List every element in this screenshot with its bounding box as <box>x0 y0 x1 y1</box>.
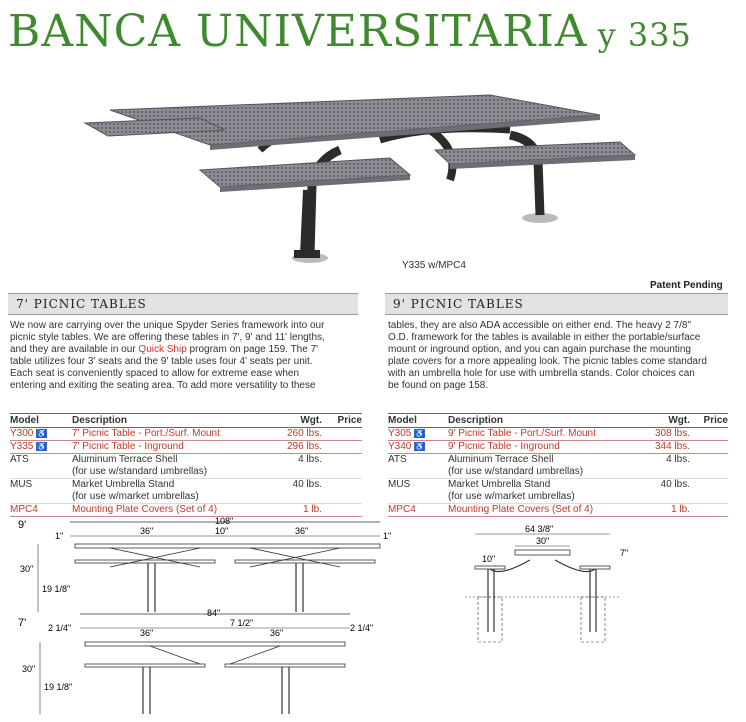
dim-end-left-7ft: 2 1/4" <box>48 623 72 633</box>
table-row <box>10 454 362 479</box>
dim-end-left-9ft: 1" <box>55 531 64 541</box>
dim-overall-7ft: 84" <box>207 608 221 618</box>
section-header-7ft <box>8 293 358 315</box>
row-weight: 4 lbs. <box>262 454 322 479</box>
row-weight: 296 lbs. <box>262 441 322 454</box>
table-row <box>388 441 728 454</box>
dim-overall-width: 64 3/8" <box>525 524 554 534</box>
row-weight: 344 lbs. <box>638 441 690 454</box>
row-description: Aluminum Terrace Shell <box>448 454 554 465</box>
table-row <box>388 479 728 504</box>
left-para-line <box>10 344 370 356</box>
wheelchair-icon: ♿ <box>36 428 47 438</box>
right-para-line: mount or inground option, and you can again purchase the mounting <box>388 344 691 355</box>
col-weight: Wgt. <box>638 414 690 428</box>
row-description-note: (for use w/standard umbrellas) <box>448 466 584 477</box>
left-para-line: We now are carrying over the unique Spyder Series framework into our <box>10 320 325 331</box>
row-weight: 40 lbs. <box>262 479 322 504</box>
col-price: Price <box>690 414 728 428</box>
right-para-line: plate covers for a more appealing look. The picnic tables come standard <box>388 356 707 367</box>
row-price <box>322 479 362 504</box>
table-row <box>388 428 728 441</box>
patent-note: Patent Pending <box>650 280 723 291</box>
col-description: Description <box>448 414 638 428</box>
table-row <box>10 479 362 504</box>
left-para-line: picnic style tables. We are offering these tables in 7', 9' and 11' lengths, <box>10 332 325 343</box>
row-description: 7' Picnic Table - Inground <box>72 441 262 454</box>
photo-caption: Y335 w/MPC4 <box>402 260 466 271</box>
row-weight: 1 lb. <box>262 504 322 517</box>
diagram-end-view <box>440 522 640 652</box>
row-description-note: (for use w/market umbrellas) <box>448 491 575 502</box>
row-description: 9' Picnic Table - Inground <box>448 441 638 454</box>
dim-seat-left-7ft: 36" <box>140 628 154 638</box>
row-price <box>322 428 362 441</box>
quick-ship-link[interactable]: Quick Ship <box>138 344 187 355</box>
right-para-line: with an umbrella hole for use with umbrella stands. Color choices can <box>388 368 695 379</box>
text: and they are available in our <box>10 344 139 355</box>
right-para-line: be found on page 158. <box>388 380 489 391</box>
model-code: MPC4 <box>10 504 72 517</box>
row-description: 9' Picnic Table - Port./Surf. Mount <box>448 428 638 441</box>
diagram-9ft-elevation <box>0 512 400 617</box>
col-model: Model <box>388 414 448 428</box>
row-weight: 308 lbs. <box>638 428 690 441</box>
title-text: BANCA UNIVERSITARIA <box>8 6 588 57</box>
dim-seat-height-9ft: 19 1/8" <box>42 584 71 594</box>
wheelchair-icon: ♿ <box>414 441 425 451</box>
dim-end-right-7ft: 2 1/4" <box>350 623 374 633</box>
dim-height-9ft: 30" <box>20 564 34 574</box>
row-description-note: (for use w/market umbrellas) <box>72 491 199 502</box>
col-model: Model <box>10 414 72 428</box>
model-code: MUS <box>10 479 72 504</box>
table-row <box>388 454 728 479</box>
model-code: Y305 <box>388 428 412 439</box>
wheelchair-icon: ♿ <box>36 441 47 451</box>
page-title <box>8 6 692 57</box>
row-description: Aluminum Terrace Shell <box>72 454 178 465</box>
left-para-line: entering and exiting the seating area. To add more versatility to these <box>10 380 316 391</box>
row-price <box>322 441 362 454</box>
table-row <box>10 428 362 441</box>
model-code: MUS <box>388 479 448 504</box>
product-photo <box>80 90 640 270</box>
dim-top-height: 7" <box>620 548 629 558</box>
section-title-9ft: 9' PICNIC TABLES <box>393 297 524 311</box>
right-paragraph <box>388 320 738 392</box>
spec-table-9ft <box>388 413 728 517</box>
dim-seat-height-7ft: 19 1/8" <box>44 682 73 692</box>
dim-top-width: 30" <box>536 536 550 546</box>
dim-end-right-9ft: 1" <box>383 531 392 541</box>
col-weight: Wgt. <box>262 414 322 428</box>
row-weight: 260 lbs. <box>262 428 322 441</box>
model-code: Y300 <box>10 428 34 439</box>
row-description: Mounting Plate Covers (Set of 4) <box>448 504 638 517</box>
dim-overall-9ft: 108" <box>215 516 234 526</box>
model-code: MPC4 <box>388 504 448 517</box>
right-para-line: O.D. framework for the tables is available in either the portable/surface <box>388 332 701 343</box>
dim-height-7ft: 30" <box>22 664 36 674</box>
text: The 7' <box>290 344 319 355</box>
table-header-row <box>388 414 728 428</box>
table-row <box>388 504 728 517</box>
dim-gap-9ft: 10" <box>215 526 229 536</box>
left-paragraph <box>10 320 370 392</box>
row-weight: 4 lbs. <box>638 454 690 479</box>
model-code: Y335 <box>10 441 34 452</box>
diagram-7ft-elevation <box>0 606 400 716</box>
section-title-7ft: 7' PICNIC TABLES <box>16 297 147 311</box>
wheelchair-icon: ♿ <box>414 428 425 438</box>
right-para-line: tables, they are also ADA accessible on either end. The heavy 2 7/8" <box>388 320 691 331</box>
title-suffix: y 335 <box>597 16 692 54</box>
col-description: Description <box>72 414 262 428</box>
text: program on page 159. <box>186 344 288 355</box>
row-description: Market Umbrella Stand <box>448 479 551 490</box>
table-header-row <box>10 414 362 428</box>
model-code: ATS <box>10 454 72 479</box>
row-price <box>322 454 362 479</box>
left-para-line: table utilizes four 3' seats and the 9' table uses four 4' seats per unit. <box>10 356 313 367</box>
col-price: Price <box>322 414 362 428</box>
model-code: Y340 <box>388 441 412 452</box>
row-weight: 40 lbs. <box>638 479 690 504</box>
diagram-label-9ft: 9' <box>18 519 27 531</box>
row-price <box>690 441 728 454</box>
table-row <box>10 441 362 454</box>
row-description: Market Umbrella Stand <box>72 479 175 490</box>
row-description: Mounting Plate Covers (Set of 4) <box>72 504 262 517</box>
dim-seat-right-9ft: 36" <box>295 526 309 536</box>
dim-seat-right-7ft: 36" <box>270 628 284 638</box>
row-price <box>690 479 728 504</box>
row-price <box>690 428 728 441</box>
dim-gap-7ft: 7 1/2" <box>230 618 254 628</box>
section-header-9ft <box>385 293 728 315</box>
row-description: 7' Picnic Table - Port./Surf. Mount <box>72 428 262 441</box>
row-description-note: (for use w/standard umbrellas) <box>72 466 208 477</box>
left-para-line: Each seat is conveniently spaced to allow for extreme ease when <box>10 368 300 379</box>
dim-seat-left-9ft: 36" <box>140 526 154 536</box>
row-price <box>690 454 728 479</box>
diagram-label-7ft: 7' <box>18 617 27 629</box>
spec-table-7ft <box>10 413 362 517</box>
model-code: ATS <box>388 454 448 479</box>
row-weight: 1 lb. <box>638 504 690 517</box>
dim-seat-width: 10" <box>482 554 496 564</box>
row-price <box>690 504 728 517</box>
